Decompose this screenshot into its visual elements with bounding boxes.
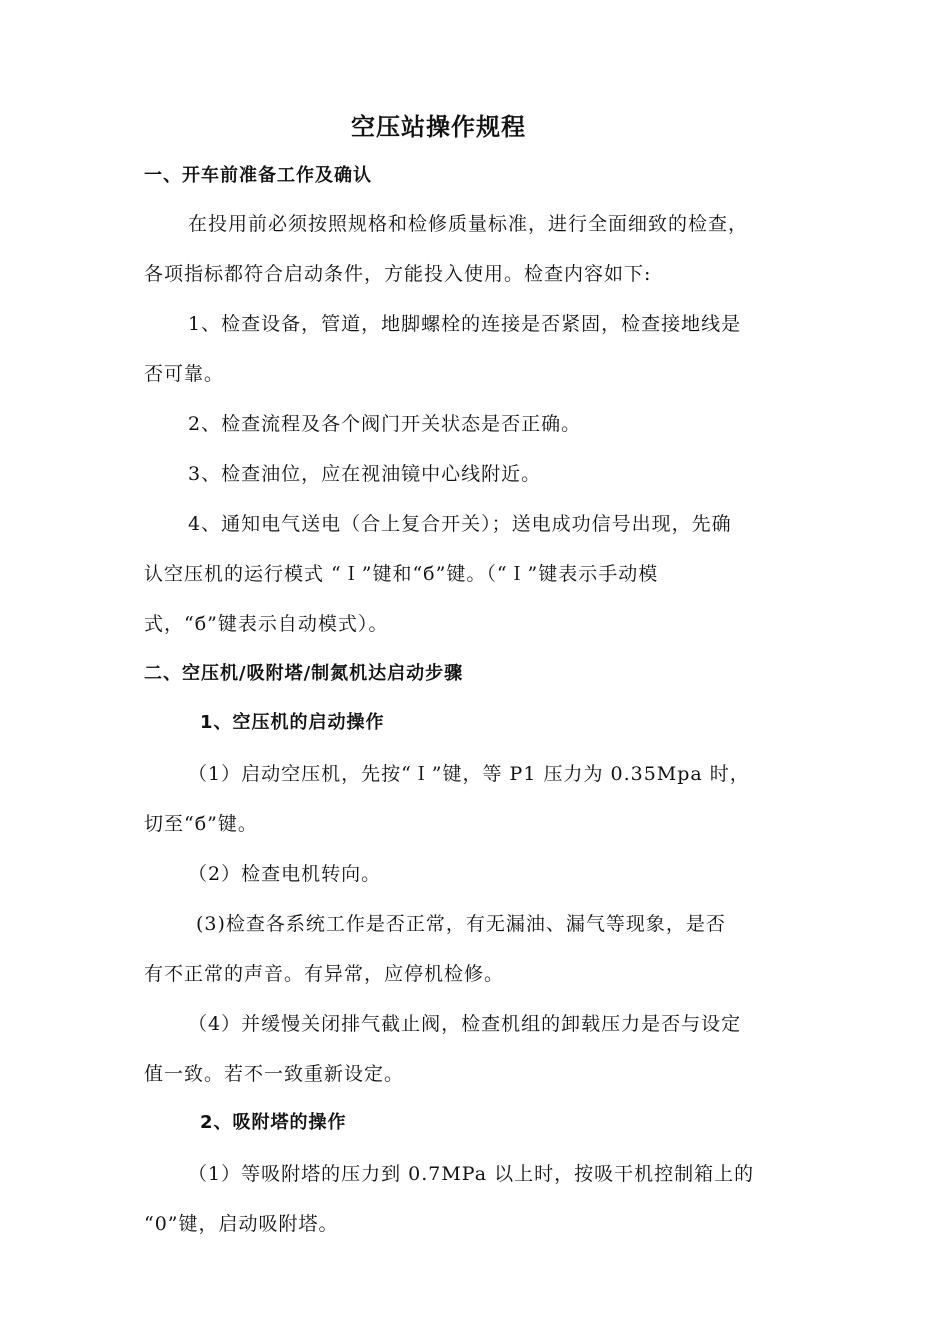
step-2: （2）检查电机转向。 (188, 863, 382, 885)
step-4-line-2: 值一致。若不一致重新设定。 (144, 1063, 405, 1085)
check-item-1-line-2: 否可靠。 (144, 363, 225, 385)
check-item-2: 2、检查流程及各个阀门开关状态是否正确。 (188, 413, 582, 435)
step-4-line-1: （4）并缓慢关闭排气截止阀，检查机组的卸载压力是否与设定 (188, 1013, 742, 1035)
section-1-heading: 一、开车前准备工作及确认 (144, 165, 372, 186)
step-1-line-1: （1）启动空压机，先按“Ｉ”键，等 P1 压力为 0.35Mpa 时， (188, 763, 750, 785)
step-3-line-1: (3)检查各系统工作是否正常，有无漏油、漏气等现象，是否 (196, 913, 726, 935)
section-2-heading: 二、空压机/吸附塔/制氮机达启动步骤 (144, 663, 464, 684)
check-item-4-line-1: 4、通知电气送电（合上复合开关）；送电成功信号出现，先确 (188, 513, 732, 535)
step-3-line-2: 有不正常的声音。有异常，应停机检修。 (144, 963, 505, 985)
check-item-4-line-3: 式，“б”键表示自动模式）。 (144, 613, 389, 635)
subsection-1-heading: 1、空压机的启动操作 (200, 712, 385, 733)
check-item-1-line-1: 1、检查设备，管道，地脚螺栓的连接是否紧固，检查接地线是 (188, 313, 742, 335)
document-title: 空压站操作规程 (351, 113, 526, 141)
adsorber-step-1-line-2: “0”键，启动吸附塔。 (144, 1213, 339, 1235)
adsorber-step-1-line-1: （1）等吸附塔的压力到 0.7MPa 以上时，按吸干机控制箱上的 (188, 1163, 755, 1185)
check-item-4-line-2: 认空压机的运行模式 “Ｉ”键和“б”键。（“Ｉ”键表示手动模 (144, 563, 659, 585)
section-1-intro-line-2: 各项指标都符合启动条件，方能投入使用。检查内容如下: (144, 263, 652, 285)
check-item-3: 3、检查油位，应在视油镜中心线附近。 (188, 463, 542, 485)
section-1-intro-line-1: 在投用前必须按照规格和检修质量标准，进行全面细致的检查， (188, 213, 749, 235)
step-1-line-2: 切至“б”键。 (144, 813, 258, 835)
subsection-2-heading: 2、吸附塔的操作 (200, 1112, 347, 1133)
